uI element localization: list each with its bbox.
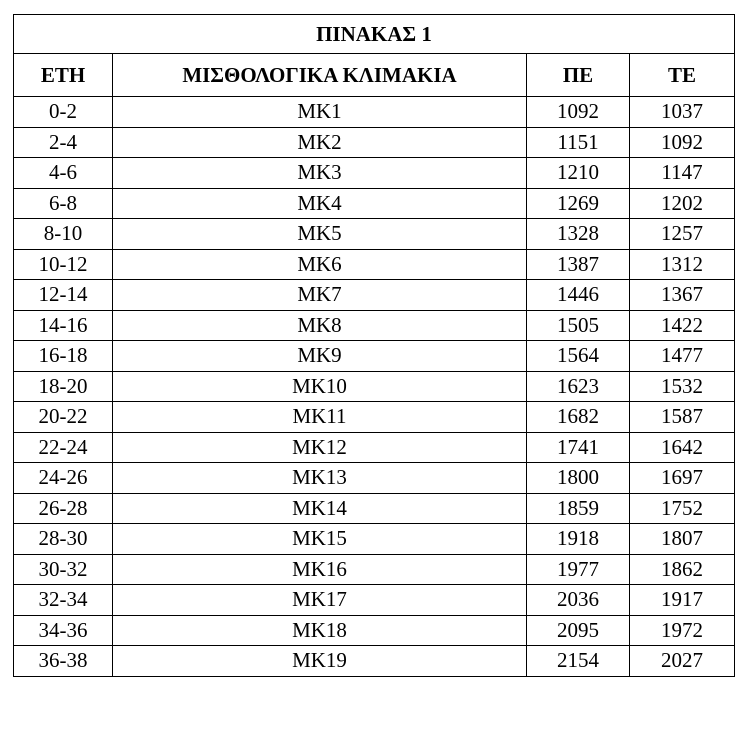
cell-salary-step: ΜΚ1 bbox=[113, 97, 527, 128]
cell-salary-step: ΜΚ4 bbox=[113, 188, 527, 219]
cell-years: 28-30 bbox=[14, 524, 113, 555]
cell-pe: 1918 bbox=[527, 524, 630, 555]
cell-years: 16-18 bbox=[14, 341, 113, 372]
cell-years: 2-4 bbox=[14, 127, 113, 158]
table-body bbox=[14, 97, 735, 677]
cell-te: 1587 bbox=[630, 402, 735, 433]
cell-salary-step: ΜΚ3 bbox=[113, 158, 527, 189]
cell-years: 20-22 bbox=[14, 402, 113, 433]
cell-years: 6-8 bbox=[14, 188, 113, 219]
cell-pe: 1269 bbox=[527, 188, 630, 219]
cell-pe: 1800 bbox=[527, 463, 630, 494]
cell-salary-step: ΜΚ7 bbox=[113, 280, 527, 311]
cell-salary-step: ΜΚ9 bbox=[113, 341, 527, 372]
cell-salary-step: ΜΚ11 bbox=[113, 402, 527, 433]
header-years: ΕΤΗ bbox=[14, 54, 113, 97]
table-row bbox=[14, 585, 735, 616]
table-row bbox=[14, 341, 735, 372]
cell-pe: 1505 bbox=[527, 310, 630, 341]
cell-pe: 1682 bbox=[527, 402, 630, 433]
cell-te: 1092 bbox=[630, 127, 735, 158]
cell-years: 18-20 bbox=[14, 371, 113, 402]
cell-years: 0-2 bbox=[14, 97, 113, 128]
cell-te: 1422 bbox=[630, 310, 735, 341]
cell-te: 1477 bbox=[630, 341, 735, 372]
cell-te: 1752 bbox=[630, 493, 735, 524]
cell-te: 2027 bbox=[630, 646, 735, 677]
cell-years: 10-12 bbox=[14, 249, 113, 280]
cell-pe: 2036 bbox=[527, 585, 630, 616]
salary-scale-table bbox=[13, 14, 735, 677]
cell-te: 1697 bbox=[630, 463, 735, 494]
cell-pe: 1210 bbox=[527, 158, 630, 189]
header-salary-steps: ΜΙΣΘΟΛΟΓΙΚΑ ΚΛΙΜΑΚΙΑ bbox=[113, 54, 527, 97]
cell-years: 26-28 bbox=[14, 493, 113, 524]
cell-pe: 1092 bbox=[527, 97, 630, 128]
table-row bbox=[14, 554, 735, 585]
table-header-row bbox=[14, 54, 735, 97]
header-pe: ΠΕ bbox=[527, 54, 630, 97]
cell-salary-step: ΜΚ6 bbox=[113, 249, 527, 280]
cell-years: 30-32 bbox=[14, 554, 113, 585]
cell-pe: 1859 bbox=[527, 493, 630, 524]
table-title-row bbox=[14, 15, 735, 54]
cell-years: 4-6 bbox=[14, 158, 113, 189]
cell-salary-step: ΜΚ15 bbox=[113, 524, 527, 555]
cell-salary-step: ΜΚ12 bbox=[113, 432, 527, 463]
cell-pe: 1387 bbox=[527, 249, 630, 280]
cell-pe: 2095 bbox=[527, 615, 630, 646]
cell-te: 1917 bbox=[630, 585, 735, 616]
cell-te: 1037 bbox=[630, 97, 735, 128]
table-row bbox=[14, 219, 735, 250]
cell-te: 1862 bbox=[630, 554, 735, 585]
cell-te: 1257 bbox=[630, 219, 735, 250]
cell-salary-step: ΜΚ5 bbox=[113, 219, 527, 250]
cell-te: 1532 bbox=[630, 371, 735, 402]
table-row bbox=[14, 646, 735, 677]
header-te: ΤΕ bbox=[630, 54, 735, 97]
cell-years: 12-14 bbox=[14, 280, 113, 311]
table-row bbox=[14, 615, 735, 646]
table-row bbox=[14, 524, 735, 555]
cell-salary-step: ΜΚ18 bbox=[113, 615, 527, 646]
cell-salary-step: ΜΚ10 bbox=[113, 371, 527, 402]
table-row bbox=[14, 402, 735, 433]
cell-years: 36-38 bbox=[14, 646, 113, 677]
table-row bbox=[14, 463, 735, 494]
cell-salary-step: ΜΚ13 bbox=[113, 463, 527, 494]
cell-salary-step: ΜΚ19 bbox=[113, 646, 527, 677]
cell-salary-step: ΜΚ16 bbox=[113, 554, 527, 585]
cell-te: 1312 bbox=[630, 249, 735, 280]
cell-pe: 1977 bbox=[527, 554, 630, 585]
cell-te: 1972 bbox=[630, 615, 735, 646]
table-row bbox=[14, 371, 735, 402]
cell-te: 1147 bbox=[630, 158, 735, 189]
cell-salary-step: ΜΚ8 bbox=[113, 310, 527, 341]
table-title: ΠΙΝΑΚΑΣ 1 bbox=[14, 15, 735, 54]
cell-pe: 1564 bbox=[527, 341, 630, 372]
cell-pe: 1446 bbox=[527, 280, 630, 311]
cell-pe: 1623 bbox=[527, 371, 630, 402]
cell-years: 24-26 bbox=[14, 463, 113, 494]
table-row bbox=[14, 249, 735, 280]
cell-years: 22-24 bbox=[14, 432, 113, 463]
table-row bbox=[14, 310, 735, 341]
cell-pe: 2154 bbox=[527, 646, 630, 677]
cell-years: 8-10 bbox=[14, 219, 113, 250]
table-row bbox=[14, 493, 735, 524]
cell-years: 32-34 bbox=[14, 585, 113, 616]
table-row bbox=[14, 188, 735, 219]
table-row bbox=[14, 280, 735, 311]
cell-salary-step: ΜΚ17 bbox=[113, 585, 527, 616]
table-row bbox=[14, 432, 735, 463]
cell-te: 1807 bbox=[630, 524, 735, 555]
cell-te: 1642 bbox=[630, 432, 735, 463]
table-row bbox=[14, 127, 735, 158]
cell-te: 1367 bbox=[630, 280, 735, 311]
cell-salary-step: ΜΚ2 bbox=[113, 127, 527, 158]
cell-pe: 1328 bbox=[527, 219, 630, 250]
cell-te: 1202 bbox=[630, 188, 735, 219]
cell-years: 34-36 bbox=[14, 615, 113, 646]
cell-pe: 1741 bbox=[527, 432, 630, 463]
cell-years: 14-16 bbox=[14, 310, 113, 341]
table-row bbox=[14, 158, 735, 189]
cell-salary-step: ΜΚ14 bbox=[113, 493, 527, 524]
table-row bbox=[14, 97, 735, 128]
cell-pe: 1151 bbox=[527, 127, 630, 158]
